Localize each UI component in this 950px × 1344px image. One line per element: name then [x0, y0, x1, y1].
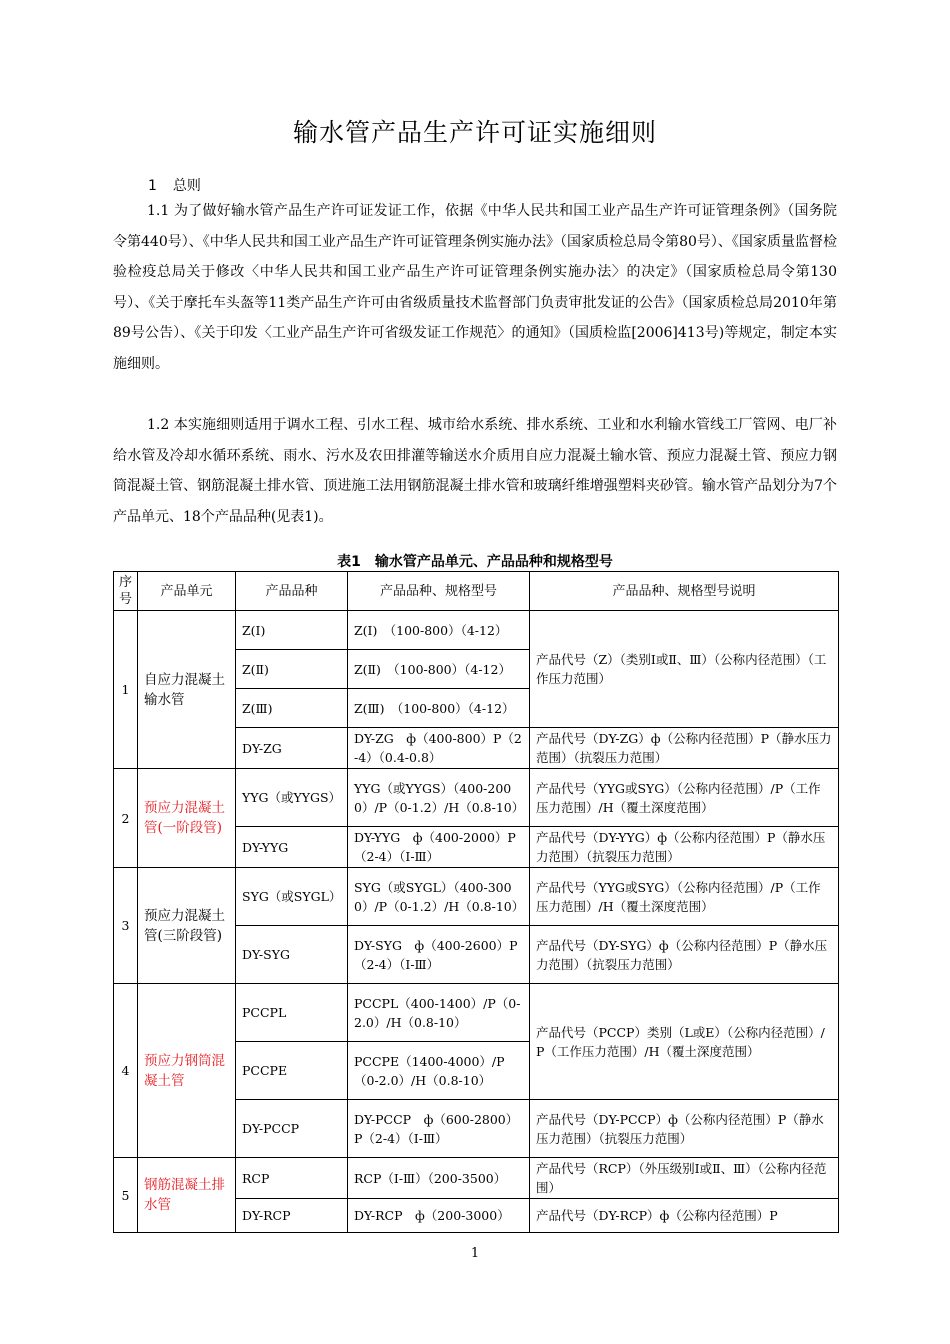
unit-number: 5 [114, 1158, 138, 1233]
variety-cell: DY-ZG [236, 728, 348, 769]
variety-cell: Z(Ⅰ) [236, 611, 348, 650]
notes-cell: 产品代号（Z）（类别Ⅰ或Ⅱ、Ⅲ）（公称内径范围）（工作压力范围） [530, 611, 839, 728]
notes-cell: 产品代号（RCP）（外压级别Ⅰ或Ⅱ、Ⅲ）（公称内径范围） [530, 1158, 839, 1199]
variety-cell: DY-RCP [236, 1199, 348, 1233]
notes-cell: 产品代号（YYG或SYG）（公称内径范围）/P（工作压力范围）/H（覆土深度范围） [530, 769, 839, 827]
unit-name: 自应力混凝土输水管 [138, 611, 236, 769]
table-caption: 表1 输水管产品单元、产品品种和规格型号 [337, 554, 613, 570]
table-row [114, 868, 839, 926]
spec-cell: PCCPL（400-1400）/P（0-2.0）/H（0.8-10） [348, 984, 530, 1042]
spec-cell: DY-YYG ф（400-2000）P（2-4）（Ⅰ-Ⅲ） [348, 827, 530, 868]
product-table [113, 571, 839, 1233]
header-variety: 产品品种 [236, 572, 348, 611]
variety-cell: Z(Ⅲ) [236, 689, 348, 728]
variety-cell: PCCPE [236, 1042, 348, 1100]
notes-cell: 产品代号（PCCP）类别（L或E）（公称内径范围）/P（工作压力范围）/H（覆土深度范围） [530, 984, 839, 1100]
variety-cell: DY-YYG [236, 827, 348, 868]
spec-cell: Z(Ⅲ) （100-800）（4-12） [348, 689, 530, 728]
unit-number: 2 [114, 769, 138, 868]
spec-cell: YYG（或YYGS）（400-2000）/P（0-1.2）/H（0.8-10） [348, 769, 530, 827]
notes-cell: 产品代号（DY-YYG）ф（公称内径范围）P（静水压力范围）（抗裂压力范围） [530, 827, 839, 868]
spec-cell: Z(Ⅱ) （100-800）（4-12） [348, 650, 530, 689]
header-unit: 产品单元 [138, 572, 236, 611]
spec-cell: DY-RCP ф（200-3000） [348, 1199, 530, 1233]
header-notes: 产品品种、规格型号说明 [530, 572, 839, 611]
variety-cell: Z(Ⅱ) [236, 650, 348, 689]
paragraph-1-2: 1.2 本实施细则适用于调水工程、引水工程、城市给水系统、排水系统、工业和水利输水管线工厂管网、电厂补给水管及冷却水循环系统、雨水、污水及农田排灌等输送水介质用自应力混凝土输水管、预应力混凝土管、预应力钢筒混凝土管、钢筋混凝土排水管、顶进施工法用钢筋混凝土排水管和玻璃纤维增强塑料夹砂管。输水管产品划分为7个产品单元、18个产品品种(见表1)。 [113, 417, 837, 525]
page-number: 1 [470, 1246, 480, 1261]
header-no: 序号 [114, 572, 138, 611]
paragraph-1-1: 1.1 为了做好输水管产品生产许可证发证工作，依据《中华人民共和国工业产品生产许可证管理条例》（国务院令第440号）、《中华人民共和国工业产品生产许可证管理条例实施办法》（国家质检总局令第80号）、《国家质量监督检验检疫总局关于修改〈中华人民共和国工业产品生产许可证管理条例实施办法〉的决定》（国家质检总局令第130号）、《关于摩托车头盔等11类产品生产许可由省级质量技术监督部门负责审批发证的公告》（国家质检总局2010年第89号公告）、《关于印发〈工业产品生产许可省级发证工作规范〉的通知》（国质检监[2006]413号)等规定，制定本实施细则。 [113, 203, 837, 372]
spec-cell: DY-PCCP ф（600-2800）P（2-4）（Ⅰ-Ⅲ） [348, 1100, 530, 1158]
spec-cell: PCCPE（1400-4000）/P（0-2.0）/H（0.8-10） [348, 1042, 530, 1100]
unit-name: 预应力混凝土管(一阶段管) [138, 769, 236, 868]
notes-cell: 产品代号（YYG或SYG）（公称内径范围）/P（工作压力范围）/H（覆土深度范围） [530, 868, 839, 926]
section-heading [148, 175, 201, 195]
table-row [114, 1158, 839, 1199]
table-row [114, 611, 839, 650]
notes-cell: 产品代号（DY-SYG）ф（公称内径范围）P（静水压力范围）（抗裂压力范围） [530, 926, 839, 984]
variety-cell: DY-PCCP [236, 1100, 348, 1158]
unit-number: 1 [114, 611, 138, 769]
variety-cell: RCP [236, 1158, 348, 1199]
table-row [114, 769, 839, 827]
spec-cell: RCP（Ⅰ-Ⅲ）（200-3500） [348, 1158, 530, 1199]
spec-cell: DY-ZG ф（400-800）P（2-4）（0.4-0.8） [348, 728, 530, 769]
variety-cell: SYG（或SYGL） [236, 868, 348, 926]
notes-cell: 产品代号（DY-RCP）ф（公称内径范围）P [530, 1199, 839, 1233]
notes-cell: 产品代号（DY-ZG）ф（公称内径范围）P（静水压力范围）（抗裂压力范围） [530, 728, 839, 769]
spec-cell: Z(Ⅰ) （100-800）（4-12） [348, 611, 530, 650]
variety-cell: PCCPL [236, 984, 348, 1042]
table-row [114, 984, 839, 1042]
notes-cell: 产品代号（DY-PCCP）ф（公称内径范围）P（静水压力范围）（抗裂压力范围） [530, 1100, 839, 1158]
spec-cell: DY-SYG ф（400-2600）P（2-4）（Ⅰ-Ⅲ） [348, 926, 530, 984]
unit-number: 4 [114, 984, 138, 1158]
section-number: 1 [148, 178, 157, 194]
unit-number: 3 [114, 868, 138, 984]
spec-cell: SYG（或SYGL）（400-3000）/P（0-1.2）/H（0.8-10） [348, 868, 530, 926]
unit-name: 钢筋混凝土排水管 [138, 1158, 236, 1233]
unit-name: 预应力混凝土管(三阶段管) [138, 868, 236, 984]
document-title: 输水管产品生产许可证实施细则 [292, 118, 657, 147]
variety-cell: DY-SYG [236, 926, 348, 984]
table-header-row [114, 572, 839, 611]
header-spec: 产品品种、规格型号 [348, 572, 530, 611]
unit-name: 预应力钢筒混凝土管 [138, 984, 236, 1158]
variety-cell: YYG（或YYGS） [236, 769, 348, 827]
section-title: 总则 [172, 178, 201, 194]
